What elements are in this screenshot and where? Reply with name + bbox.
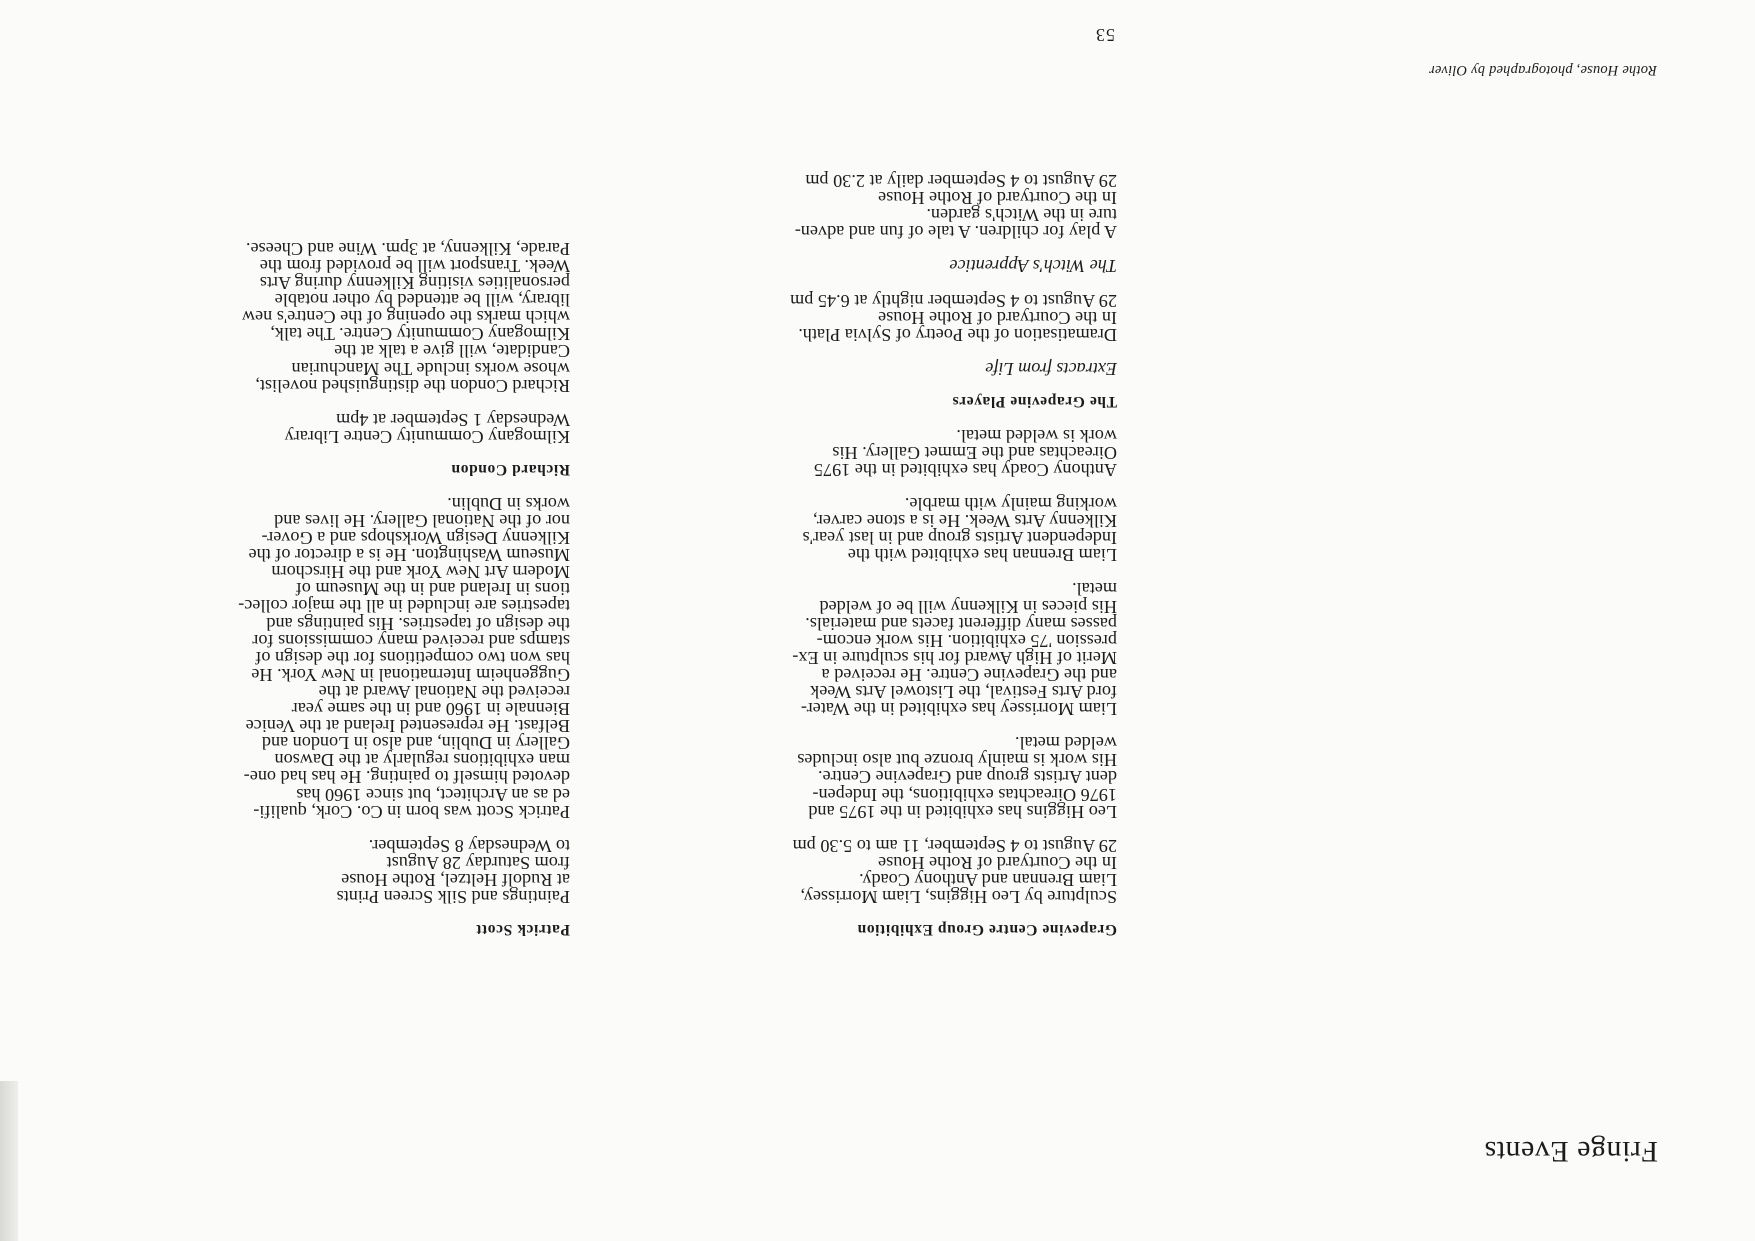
right-column [90, 223, 570, 938]
paragraph [647, 837, 1117, 905]
text-line: His pieces in Kilkenny will be of welded [819, 596, 1117, 617]
text-line: Week. Transport will be provided from the [259, 256, 570, 276]
text-line: Biennale in 1960 and in the same year [291, 699, 570, 720]
text-line: which marks the opening of the Centre's new [241, 307, 570, 328]
paragraph [90, 837, 570, 905]
text-line: pression '75 exhibition. His work encom- [816, 630, 1117, 651]
text-line: 29 August to 4 September nightly at 6.45 pm [790, 290, 1117, 311]
text-line: Gallery in Dublin, and also in London and [261, 733, 570, 754]
text-line: 29 August to 4 September, 11 am to 5.30 pm [792, 835, 1117, 856]
text-line: Paintings and Silk Screen Prints [336, 887, 570, 907]
text-line: personalities visiting Kilkenny during Arts [259, 273, 570, 294]
text-line: Sculpture by Leo Higgins, Liam Morrissey, [800, 887, 1117, 907]
section-grapevine-players [647, 291, 1117, 409]
text-line: Dramatisation of the Poetry of Sylvia Plath. [798, 324, 1117, 345]
text-line: 29 August to 4 September daily at 2.30 pm [805, 171, 1117, 192]
text-line: from Saturday 28 August [386, 852, 570, 873]
text-line: Kilkenny Design Workshops and a Gover- [261, 528, 570, 549]
paragraph [647, 171, 1117, 243]
text-line: welded metal. [1014, 733, 1117, 754]
paragraph [90, 240, 570, 394]
text-line: at Rudolf Heltzel, Rothe House [341, 869, 570, 890]
text-line: working mainly with marble. [904, 494, 1117, 515]
section-heading: The Grapevine Players [952, 392, 1117, 410]
text-line: tapestries are included in all the major collec- [238, 596, 570, 617]
page-title: Fringe Events [1484, 1135, 1658, 1168]
text-line: In the Courtyard of Rothe House [878, 188, 1117, 209]
scan-edge-shadow [0, 1081, 18, 1241]
text-line: Kilkenny Arts Week. He is a stone carver, [812, 511, 1117, 532]
section-heading: Richard Condon [450, 460, 570, 478]
text-line: Liam Brennan and Anthony Coady. [859, 869, 1117, 890]
text-line: man exhibitions regularly at the Dawson [274, 750, 570, 771]
text-line: A play for children. A tale of fun and adven- [794, 222, 1117, 243]
text-line: His work is mainly bronze but also includes [797, 750, 1117, 771]
text-line: 1976 Oireachtas exhibitions, the Indepen- [812, 784, 1117, 805]
section-patrick-scott [90, 495, 570, 938]
text-line: Parade, Kilkenny, at 3pm. Wine and Cheese. [245, 238, 570, 259]
text-line: Guggenheim International in New York. He [251, 664, 570, 685]
show-title: Extracts from Life [985, 358, 1117, 379]
text-line: to Wednesday 8 September. [368, 835, 570, 856]
text-line: Belfast. He represented Ireland at the Venice [245, 716, 570, 737]
section-richard-condon [90, 240, 570, 478]
page-number: 53 [1095, 25, 1115, 45]
section-witchs-apprentice [647, 171, 1117, 277]
text-line: Oireachtas and the Emmet Gallery. His [832, 442, 1117, 463]
text-line: Candidate, will give a talk at the [334, 341, 570, 362]
text-line: devoted himself to painting. He has had one- [243, 767, 570, 788]
text-line: tions in Ireland and in the Museum of [295, 579, 570, 600]
section-heading: Grapevine Centre Group Exhibition [857, 921, 1117, 938]
show-title: The Witch's Apprentice [949, 256, 1117, 277]
text-line: ture in the Witch's garden. [926, 205, 1117, 226]
text-line: ed as an Architect, but since 1960 has [296, 784, 570, 805]
paragraph [647, 425, 1117, 481]
text-line: Merit of High Award for his sculpture in Ex- [792, 647, 1117, 668]
text-line: ford Arts Festival, the Listowel Arts Week [810, 682, 1117, 703]
text-line: Leo Higgins has exhibited in the 1975 and [808, 801, 1117, 822]
text-line: received the National Award at the [318, 681, 570, 702]
text-line: In the Courtyard of Rothe House [878, 852, 1117, 873]
text-line: Modern Art New York and the Hirschorn [271, 562, 570, 583]
left-column [647, 155, 1117, 938]
section-grapevine-exhibition [647, 427, 1117, 938]
text-line: nor of the National Gallery. He lives and [274, 511, 570, 532]
text-line: stamps and received many commissions for [252, 630, 570, 651]
text-line: metal. [1072, 579, 1117, 600]
text-line: dent Artists group and Grapevine Centre. [817, 767, 1117, 788]
text-line: whose works include The Manchurian [291, 358, 570, 379]
text-line: Kilmogany Community Centre Library [284, 426, 570, 447]
text-line: the design of tapestries. His paintings and [266, 613, 570, 634]
text-line: Museum Washington. He is a director of the [248, 545, 570, 566]
text-line: works in Dublin. [447, 493, 570, 514]
paragraph [647, 494, 1117, 566]
paragraph [647, 579, 1117, 720]
paragraph [90, 411, 570, 445]
paragraph [647, 733, 1117, 822]
text-line: Richard Condon the distinguished novelist, [255, 375, 570, 396]
text-line: Independent Artists group and in last year's [802, 528, 1117, 549]
text-line: Liam Brennan has exhibited with the [847, 545, 1117, 566]
text-line: Wednesday 1 September at 4pm [336, 409, 570, 430]
text-line: has won two competitions for the design of [255, 647, 570, 668]
text-line: Patrick Scott was born in Co. Cork, qualifi- [253, 801, 570, 822]
paragraph [647, 290, 1117, 345]
text-line: work is welded metal. [956, 425, 1117, 446]
text-line: passes many different facets and materials. [805, 613, 1117, 634]
text-line: In the Courtyard of Rothe House [878, 307, 1117, 328]
text-line: Kilmogany Community Centre. The talk, [270, 324, 570, 345]
text-line: library, will be attended by other notable [274, 290, 570, 311]
paragraph [90, 495, 570, 820]
section-heading: Patrick Scott [475, 921, 570, 938]
photo-caption: Rothe House, photographed by Oliver [1428, 62, 1657, 78]
text-line: and the Grapevine Centre. He received a [821, 664, 1117, 685]
text-line: Liam Morrissey has exhibited in the Water- [800, 699, 1117, 720]
text-line: Anthony Coady has exhibited in the 1975 [813, 460, 1117, 481]
